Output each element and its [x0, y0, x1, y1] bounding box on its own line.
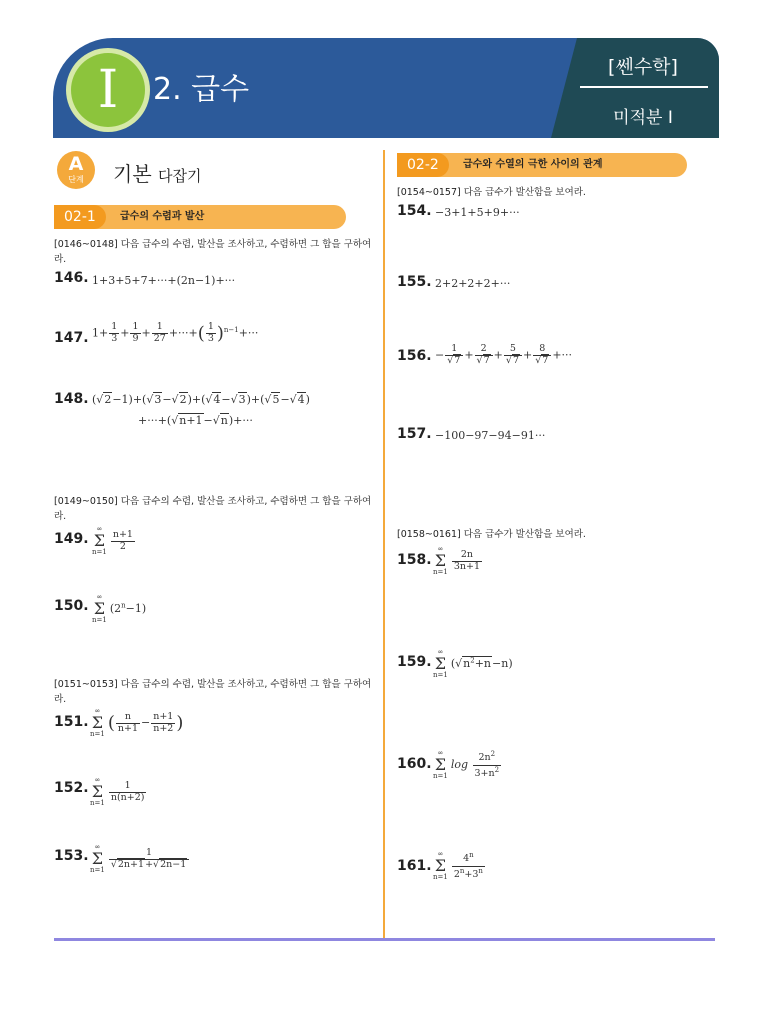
problem-expression: (√2−1)+(√3−√2)+(√4−√3)+(√5−√4) [92, 393, 310, 406]
stage-letter: A [68, 153, 84, 175]
problem-number: 160. [397, 756, 432, 772]
stage-sub: 단계 [68, 175, 84, 184]
series-label: [쎈수학] [608, 56, 678, 78]
section-code: 02-1 [54, 205, 106, 229]
problem-expression: 2+2+2+2+··· [435, 277, 511, 290]
problem-expression-cont: +···+(√n+1−√n)+··· [138, 414, 253, 427]
problem-expression: ∞ Σ n=1 $\frac{1}{√2n+1+√2n-1}$ [90, 844, 190, 874]
problem-expression: ∞ Σ n=1 $(√n^2+n-n)$ [433, 648, 513, 679]
problem-expression: 1+3+5+7+···+(2n−1)+··· [92, 274, 236, 287]
problem-expression: ∞ Σ n=1 ( $\frac{n}{n+1}$ − $\frac{n+1}{n+2}$ ) [90, 707, 184, 738]
problem-expression: ∞ Σ n=1 $\frac{2n}{3n+1}$ [433, 545, 480, 576]
stage-title-sub: 다잡기 [158, 167, 202, 185]
series-divider [580, 86, 708, 88]
problem-number: 154. [397, 203, 432, 219]
problem-expression: ∞ Σ n=1 $\frac{4^n}{2^n+3^n}$ [433, 850, 483, 881]
section-name: 급수의 수렴과 발산 [120, 211, 205, 222]
problem-number: 150. [54, 598, 89, 614]
problem-expression: ∞ Σ n=1 log $\frac{2n^2}{3+n^2}$ [433, 749, 500, 780]
problem-expression: ∞ Σ n=1 $\frac{1}{n(n+2)}$ [90, 776, 145, 807]
banner-notch [551, 38, 577, 138]
section-code: 02-2 [397, 153, 449, 177]
problem-number: 149. [54, 531, 89, 547]
problem-expression: ∞ Σ n=1 $\frac{n+1}{2}$ [92, 525, 133, 556]
problem-number: 146. [54, 270, 89, 286]
problem-number: 147. [54, 330, 89, 346]
instruction-151: [0151~0153] 다음 급수의 수렴, 발산을 조사하고, 수렴하면 그 합을 구하여라. [54, 679, 372, 705]
stage-title-main: 기본 [113, 162, 152, 186]
problem-number: 153. [54, 848, 89, 864]
page-bottom-rule [54, 938, 715, 941]
subject-label: 미적분 I [613, 108, 673, 128]
problem-expression: −3+1+5+9+··· [435, 206, 520, 219]
instruction-149: [0149~0150] 다음 급수의 수렴, 발산을 조사하고, 수렴하면 그 합을 구하여라. [54, 496, 372, 522]
problem-expression: − $\frac{1}{√7}$ + $\frac{2}{√7}$ + $\frac{5}{√7}$ + $\frac{8}{√7}$ +··· [435, 343, 573, 366]
problem-number: 152. [54, 780, 89, 796]
section-name: 급수와 수열의 극한 사이의 관계 [463, 159, 603, 170]
section-tag-02-1 [54, 205, 346, 229]
problem-number: 156. [397, 348, 432, 364]
problem-expression: ∞ Σ n=1 $(2^n-1)$ [92, 593, 147, 624]
instruction-154: [0154~0157] 다음 급수가 발산함을 보여라. [397, 187, 586, 198]
column-divider [383, 150, 385, 940]
problem-number: 148. [54, 391, 89, 407]
stage-title [113, 158, 201, 187]
problem-number: 158. [397, 552, 432, 568]
chapter-title: 2. 급수 [153, 72, 250, 107]
instruction-158: [0158~0161] 다음 급수가 발산함을 보여라. [397, 529, 586, 540]
chapter-numeral-badge: I [71, 53, 145, 127]
problem-number: 159. [397, 654, 432, 670]
problem-expression: 1+ $\frac{1}{3}$ + $\frac{1}{9}$ + $\frac{1}{27}$ +···+( $\frac{1}{3}$ )$^{n-1}$+··· [92, 321, 259, 344]
problem-number: 161. [397, 858, 432, 874]
instruction-146: [0146~0148] 다음 급수의 수렴, 발산을 조사하고, 수렴하면 그 합을 구하여라. [54, 239, 372, 265]
problem-number: 155. [397, 274, 432, 290]
stage-badge [57, 151, 95, 189]
problem-number: 151. [54, 714, 89, 730]
problem-number: 157. [397, 426, 432, 442]
problem-expression: −100−97−94−91··· [435, 429, 546, 442]
section-tag-02-2 [397, 153, 687, 177]
